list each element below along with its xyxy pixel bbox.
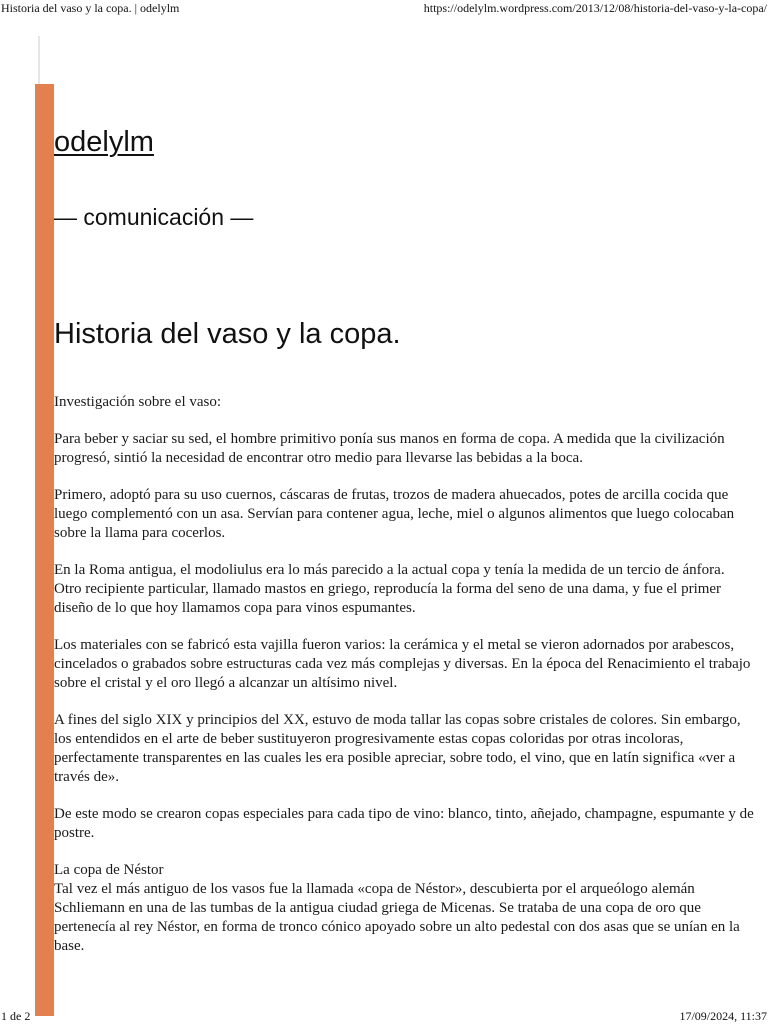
print-header	[0, 0, 768, 16]
print-header-title: Historia del vaso y la copa. | odelylm	[1, 1, 180, 15]
print-footer	[0, 1008, 768, 1024]
paragraph: Investigación sobre el vaso:	[54, 394, 222, 410]
site-title-link[interactable]: odelylm	[54, 126, 154, 158]
page-number: 1 de 2	[1, 1009, 31, 1023]
post-body	[54, 393, 754, 974]
site-tagline: — comunicación —	[54, 204, 254, 230]
paragraph: Primero, adoptó para su uso cuernos, cáscaras de frutas, trozos de madera ahuecados, potes de arcilla cocida que luego complementó con un asa. Servían para contener agua, leche, miel o algunos alimentos que luego colocaban sobre la llama para cocerlos.	[54, 487, 735, 541]
accent-bar	[35, 84, 54, 1016]
sidebar-divider	[38, 36, 40, 84]
paragraph: A fines del siglo XIX y principios del XX, estuvo de moda tallar las copas sobre cristales de colores. Sin embargo, los entendidos en el arte de beber sustituyeron progresivamente estas copas coloridas por otras incoloras, perfectamente transparentes en las cuales les era posible apreciar, sobre todo, el vino, que en latín significa «ver a través de».	[54, 712, 741, 785]
paragraph: En la Roma antigua, el modoliulus era lo más parecido a la actual copa y tenía la medida de un tercio de ánfora. Otro recipiente particular, llamado mastos en griego, reproducía la forma del seno de una dama, y fue el primer diseño de lo que hoy llamamos copa para vinos espumantes.	[54, 562, 725, 616]
section-heading: La copa de Néstor	[54, 862, 164, 878]
paragraph: Tal vez el más antiguo de los vasos fue la llamada «copa de Néstor», descubierta por el arqueólogo alemán Schliemann en una de las tumbas de la antigua ciudad griega de Micenas. Se trataba de una copa de oro que pertenecía al rey Néstor, en forma de tronco cónico apoyado sobre un alto pedestal con dos asas que se unían en la base.	[54, 881, 740, 954]
paragraph: De este modo se crearon copas especiales para cada tipo de vino: blanco, tinto, añejado, champagne, espumante y de postre.	[54, 806, 754, 841]
post-title: Historia del vaso y la copa.	[54, 318, 401, 350]
print-datetime: 17/09/2024, 11:37	[679, 1009, 767, 1023]
print-header-url: https://odelylm.wordpress.com/2013/12/08/historia-del-vaso-y-la-copa/	[423, 1, 767, 15]
paragraph: Para beber y saciar su sed, el hombre primitivo ponía sus manos en forma de copa. A medida que la civilización progresó, sintió la necesidad de encontrar otro medio para llevarse las bebidas a la boca.	[54, 431, 725, 466]
paragraph: Los materiales con se fabricó esta vajilla fueron varios: la cerámica y el metal se vieron adornados por arabescos, cincelados o grabados sobre estructuras cada vez más complejas y diversas. En la época del Renacimiento el trabajo sobre el cristal y el oro llegó a alcanzar un altísimo nivel.	[54, 637, 751, 691]
